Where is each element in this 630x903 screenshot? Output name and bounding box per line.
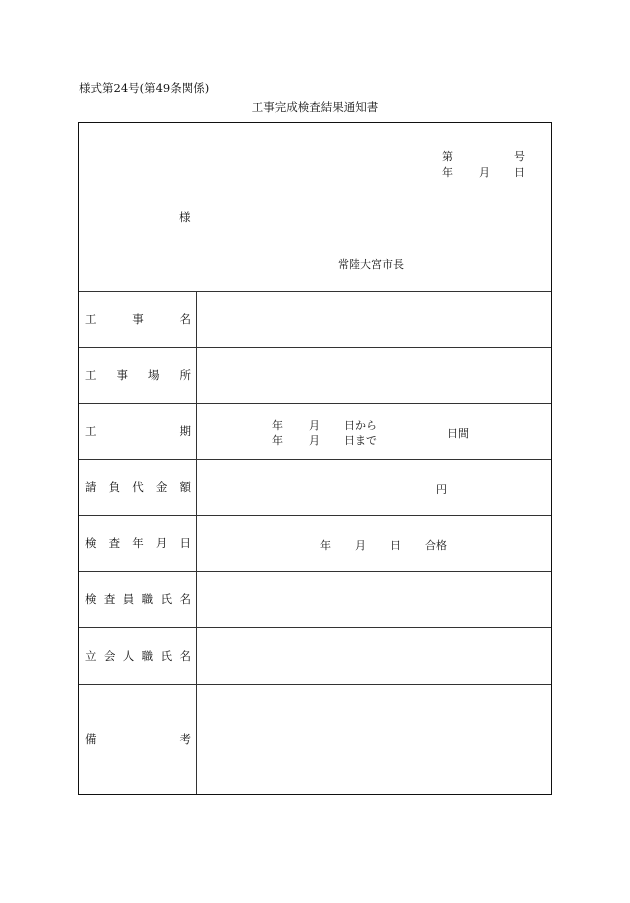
recipient-sama: 様 xyxy=(179,210,191,224)
inspection-day: 日 xyxy=(390,539,401,552)
dai-label: 第 xyxy=(442,150,453,163)
label-kensa-date: 検 査 年 月 日 xyxy=(85,536,191,550)
year-label: 年 xyxy=(442,166,453,179)
day-label: 日 xyxy=(514,166,525,179)
period-year-2: 年 xyxy=(272,434,283,447)
go-label: 号 xyxy=(514,150,525,163)
form-number: 様式第24号(第49条関係) xyxy=(79,81,210,95)
period-month-2: 月 xyxy=(309,434,320,447)
period-month-1: 月 xyxy=(309,419,320,432)
form-table xyxy=(78,122,552,795)
inspection-year: 年 xyxy=(320,539,331,552)
inspection-month: 月 xyxy=(355,539,366,552)
column-divider xyxy=(196,291,197,794)
label-inspector: 検 査 員 職 氏 名 xyxy=(85,592,191,606)
label-kouji-mei: 工 事 名 xyxy=(85,312,191,326)
month-label: 月 xyxy=(479,166,490,179)
inspection-result: 合格 xyxy=(425,539,447,552)
label-kouji-basho: 工 事 場 所 xyxy=(85,368,191,382)
period-from: 日から xyxy=(344,419,377,432)
label-kouki: 工 期 xyxy=(85,424,191,438)
period-to: 日まで xyxy=(344,434,377,447)
period-year-1: 年 xyxy=(272,419,283,432)
label-ukeoi-daikin: 請 負 代 金 額 xyxy=(85,480,191,494)
amount-yen: 円 xyxy=(436,483,447,496)
document-title: 工事完成検査結果通知書 xyxy=(251,100,379,114)
period-days: 日間 xyxy=(447,427,469,440)
issuer-name: 常陸大宮市長 xyxy=(338,258,404,271)
label-remarks: 備 考 xyxy=(85,732,191,746)
label-witness: 立 会 人 職 氏 名 xyxy=(85,648,191,663)
